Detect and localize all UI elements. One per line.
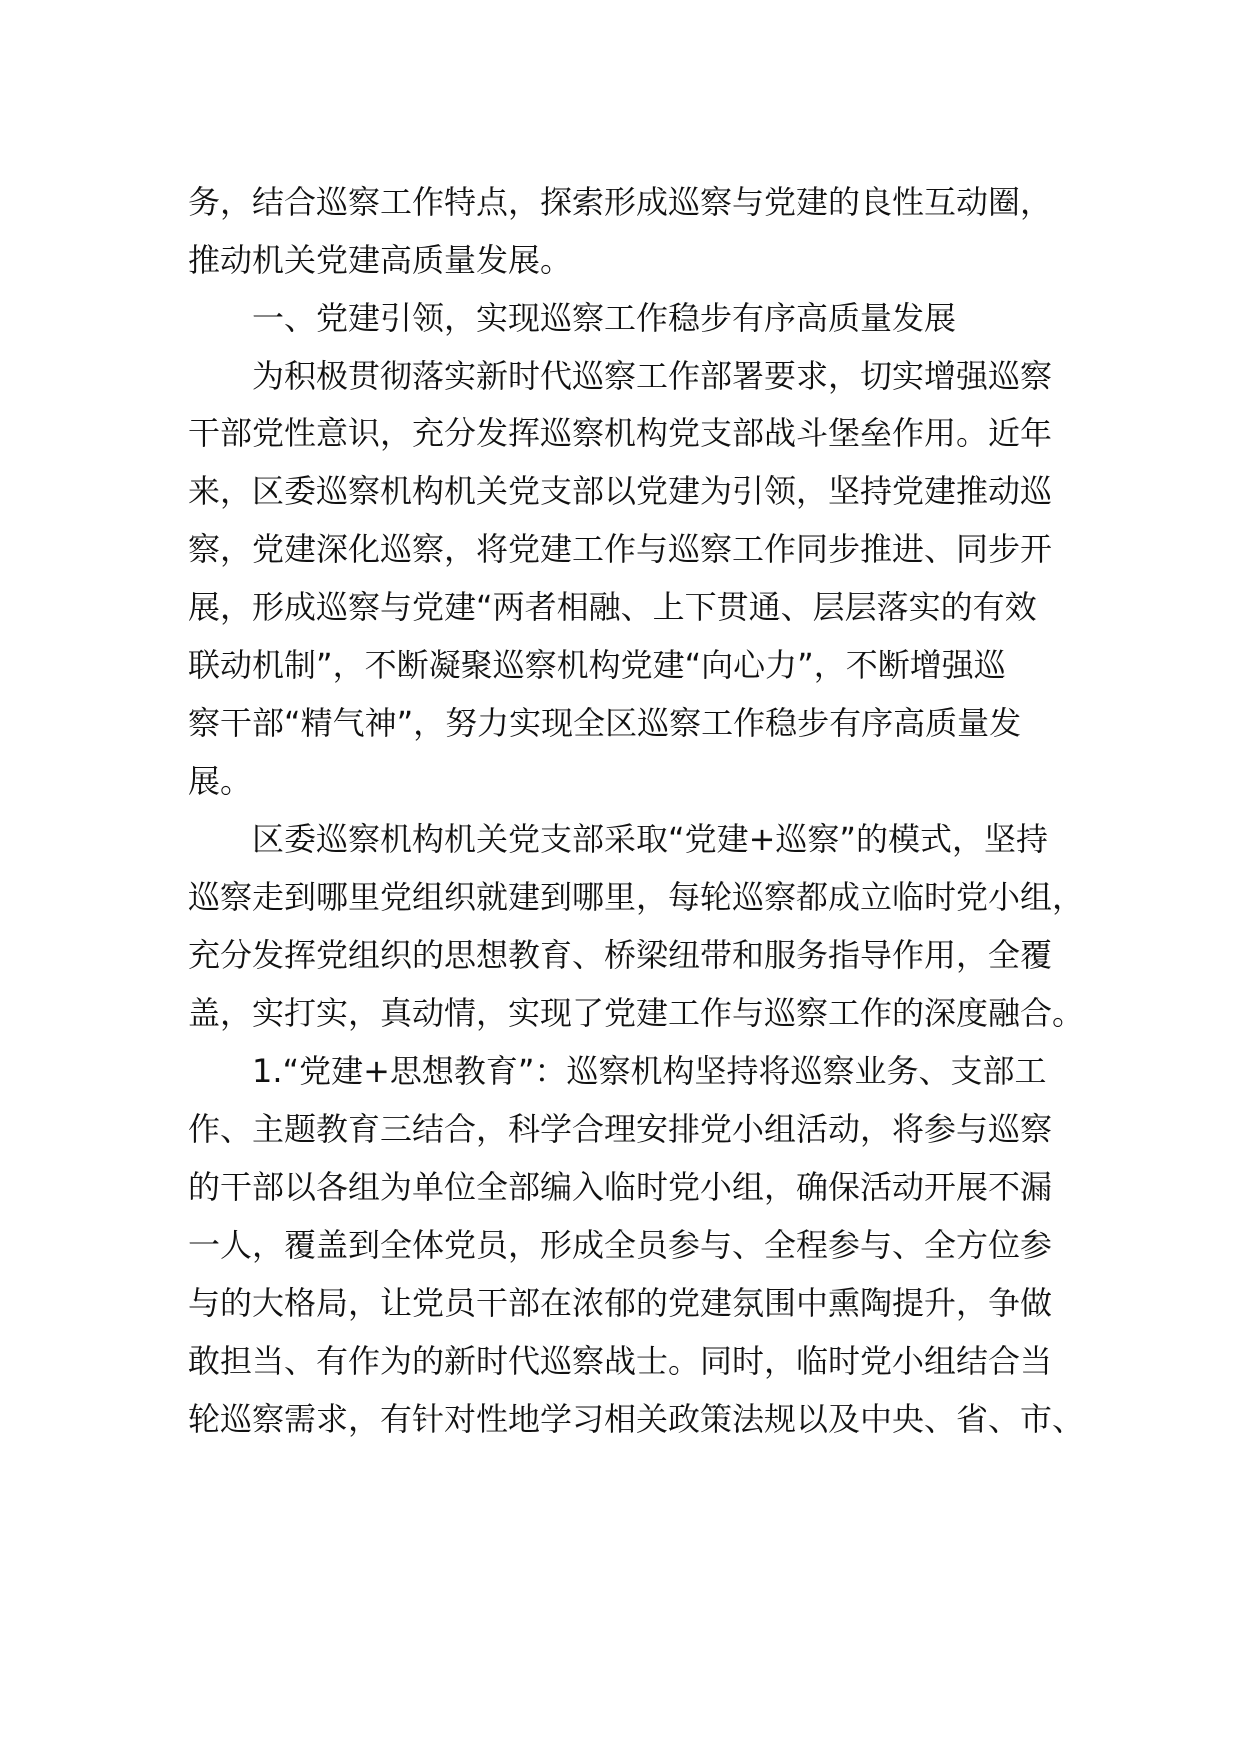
body-text-line: 轮巡察需求，有针对性地学习相关政策法规以及中央、省、市、 <box>188 1400 1085 1438</box>
body-text-line: 充分发挥党组织的思想教育、桥梁纽带和服务指导作用，全覆 <box>188 936 1053 974</box>
body-text-line: 察，党建深化巡察，将党建工作与巡察工作同步推进、同步开 <box>188 530 1053 568</box>
body-text-line: 与的大格局，让党员干部在浓郁的党建氛围中熏陶提升，争做 <box>188 1284 1053 1322</box>
body-text-line: 展。 <box>188 762 253 800</box>
body-text-line: 干部党性意识，充分发挥巡察机构党支部战斗堡垒作用。近年 <box>188 414 1053 452</box>
body-text-line: 一人，覆盖到全体党员，形成全员参与、全程参与、全方位参 <box>188 1226 1053 1264</box>
body-text-line: 巡察走到哪里党组织就建到哪里，每轮巡察都成立临时党小组， <box>188 878 1085 916</box>
body-text-line: 敢担当、有作为的新时代巡察战士。同时，临时党小组结合当 <box>188 1342 1053 1380</box>
section-heading: 一、党建引领，实现巡察工作稳步有序高质量发展 <box>252 299 957 337</box>
numbered-item-heading: 1.“党建+思想教育”：巡察机构坚持将巡察业务、支部工 <box>252 1052 1047 1090</box>
body-text-line: 展，形成巡察与党建“两者相融、上下贯通、层层落实的有效 <box>188 588 1037 626</box>
body-text-line: 盖，实打实，真动情，实现了党建工作与巡察工作的深度融合。 <box>188 994 1085 1032</box>
body-text-line: 的干部以各组为单位全部编入临时党小组，确保活动开展不漏 <box>188 1168 1053 1206</box>
body-text-line: 为积极贯彻落实新时代巡察工作部署要求，切实增强巡察 <box>252 357 1053 395</box>
body-text-line: 作、主题教育三结合，科学合理安排党小组活动，将参与巡察 <box>188 1110 1053 1148</box>
body-text-line: 务，结合巡察工作特点，探索形成巡察与党建的良性互动圈， <box>188 183 1053 221</box>
body-text-line: 区委巡察机构机关党支部采取“党建+巡察”的模式，坚持 <box>252 820 1048 858</box>
body-text-line: 察干部“精气神”，努力实现全区巡察工作稳步有序高质量发 <box>188 704 1022 742</box>
body-text-line: 推动机关党建高质量发展。 <box>188 241 573 279</box>
body-text-line: 来，区委巡察机构机关党支部以党建为引领，坚持党建推动巡 <box>188 472 1053 510</box>
body-text-line: 联动机制”，不断凝聚巡察机构党建“向心力”，不断增强巡 <box>188 646 1006 684</box>
